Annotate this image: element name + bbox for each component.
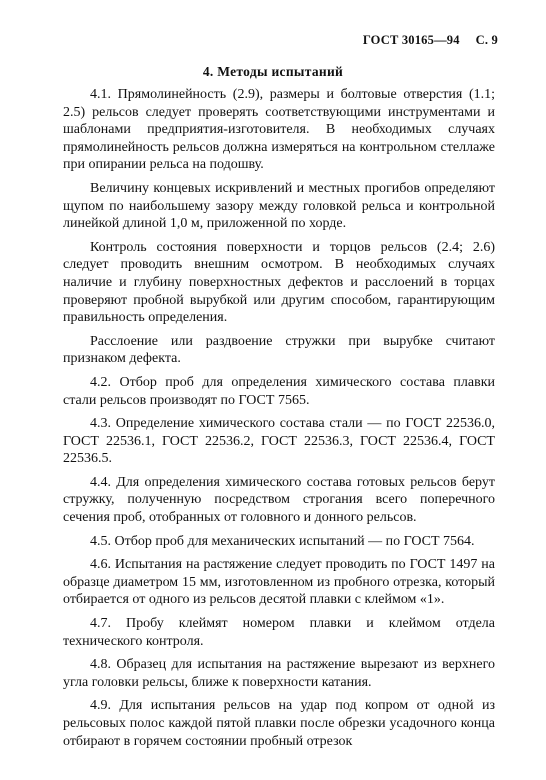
paragraph-4-1: 4.1. Прямолинейность (2.9), размеры и болтовые отверстия (1.1; 2.5) рельсов следует проверять соответствующими инструментами и шаблонами предприятия-изготовителя. В необходимых случаях прямолинейность рельсов должна измеряться на контрольном стеллаже при опирании рельса на подошву. — [63, 87, 495, 173]
paragraph-surface-control: Контроль состояния поверхности и торцов рельсов (2.4; 2.6) следует проводить внешним осмотром. В необходимых случаях наличие и глубину поверхностных дефектов и расслоений в торцах проверяют пробной вырубкой или другим способом, гарантирующим правильность определения. — [63, 239, 495, 326]
paragraph-4-8: 4.8. Образец для испытания на растяжение вырезают из верхнего угла головки рельсы, ближе к поверхности катания. — [63, 657, 495, 690]
paragraph-curvature: Величину концевых искривлений и местных прогибов определяют щупом по наибольшему зазору между головкой рельса и контрольной линейкой длиной 1,0 м, приложенной по хорде. — [63, 180, 495, 232]
page-header — [363, 33, 498, 48]
paragraph-4-2: 4.2. Отбор проб для определения химического состава плавки стали рельсов производят по ГОСТ 7565. — [63, 374, 495, 408]
paragraph-4-7: 4.7. Пробу клеймят номером плавки и клеймом отдела технического контроля. — [63, 616, 495, 649]
page-number: С. 9 — [475, 33, 498, 47]
paragraph-4-4: 4.4. Для определения химического состава готовых рельсов берут стружку, полученную посредством строгания всего поперечного сечения проб, отобранных от головного и донного рельсов. — [63, 474, 495, 526]
paragraph-4-9: 4.9. Для испытания рельсов на удар под копром от одной из рельсовых полос каждой пятой плавки после обрезки усадочного конца отбирают в горячем состоянии пробный отрезок — [63, 698, 495, 749]
body-text — [63, 86, 495, 756]
paragraph-4-5: 4.5. Отбор проб для механических испытаний — по ГОСТ 7564. — [90, 533, 475, 549]
paragraph-delamination: Расслоение или раздвоение стружки при вырубке считают признаком дефекта. — [63, 333, 495, 367]
paragraph-4-3: 4.3. Определение химического состава стали — по ГОСТ 22536.0, ГОСТ 22536.1, ГОСТ 22536.2, ГОСТ 22536.3, ГОСТ 22536.4, ГОСТ 22536.5. — [63, 416, 495, 467]
paragraph-4-6: 4.6. Испытания на растяжение следует проводить по ГОСТ 1497 на образце диаметром 15 мм, изготовленном из пробного отрезка, который отбирается от одного из рельсов десятой плавки с клеймом «1». — [63, 557, 495, 608]
section-title: 4. Методы испытаний — [202, 64, 344, 79]
document-code: ГОСТ 30165—94 — [362, 33, 460, 47]
